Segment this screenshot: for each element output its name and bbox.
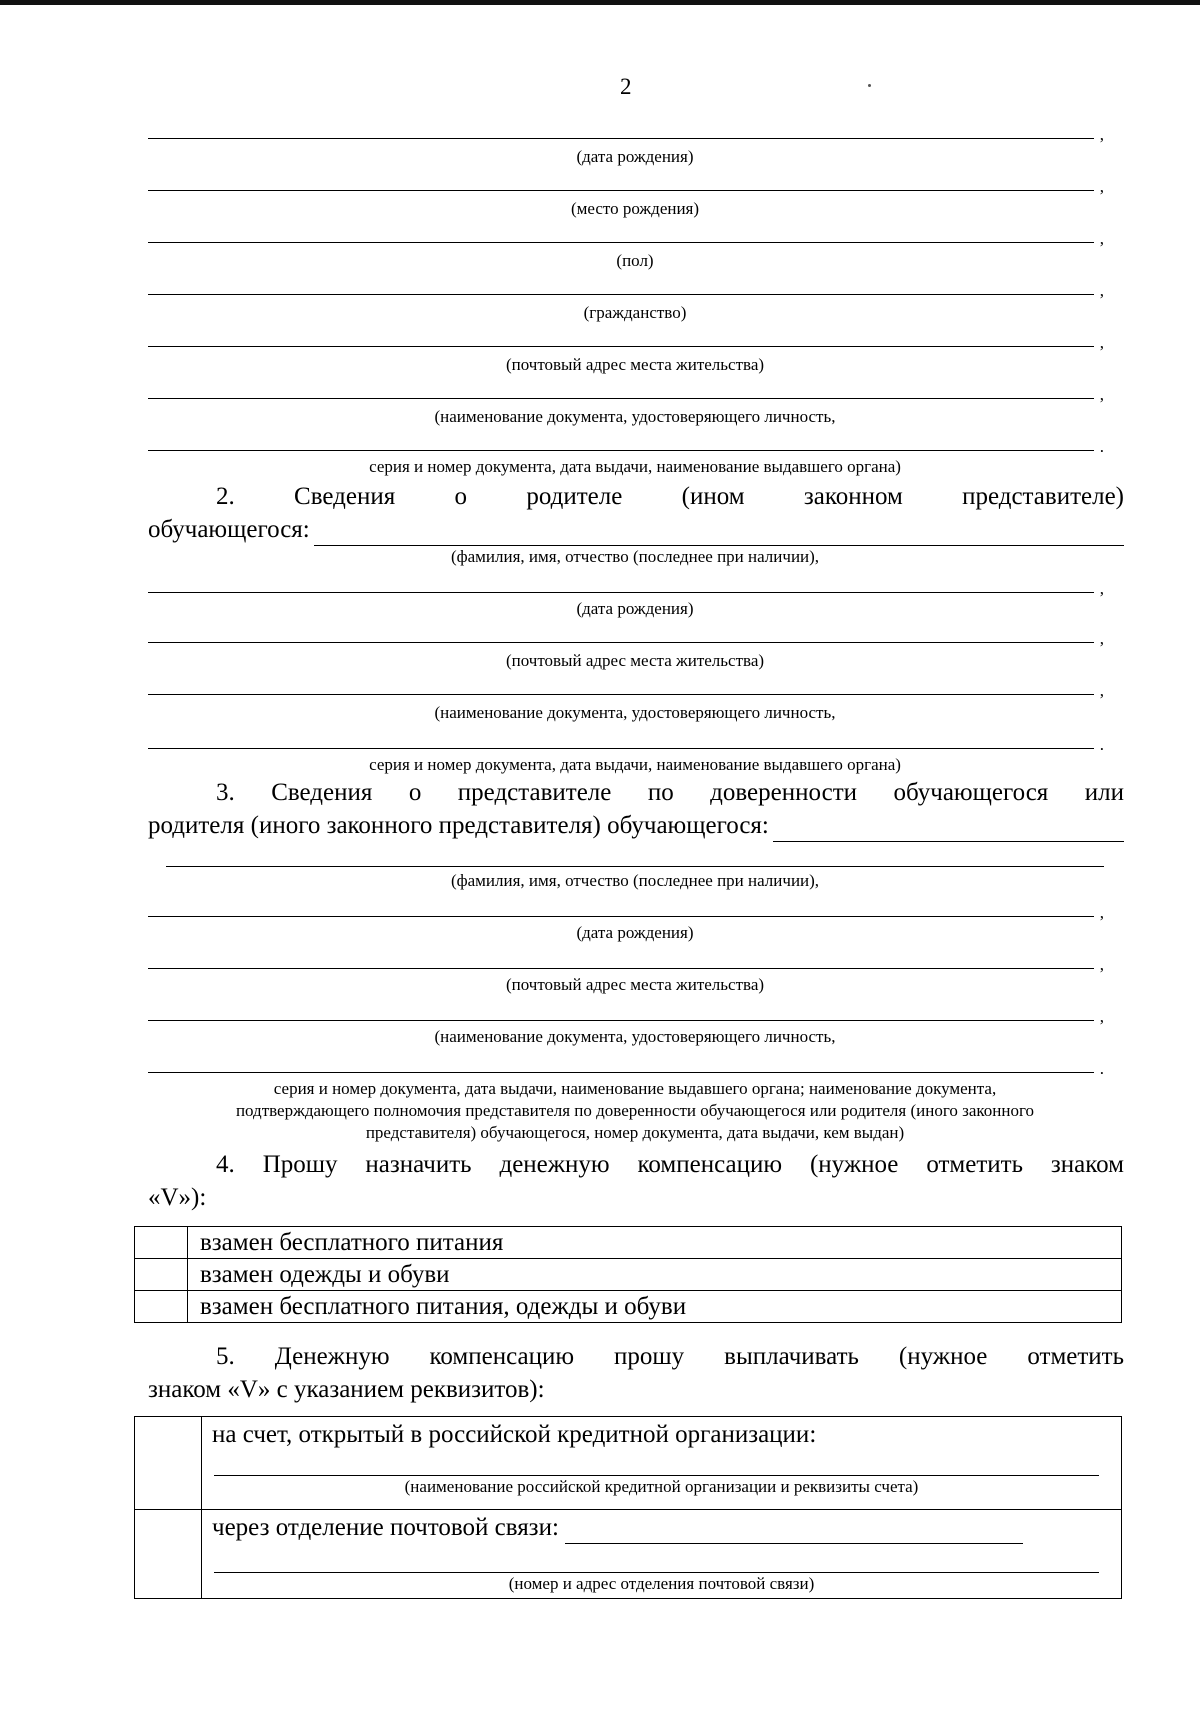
representative-authority-caption: подтверждающего полномочия представителя по доверенности обучающегося или родителя (иного законного — [235, 1101, 1035, 1120]
id-details-caption: серия и номер документа, дата выдачи, наименование выдавшего органа) — [369, 457, 901, 476]
parent-id-document-caption: (наименование документа, удостоверяющего личность, — [434, 703, 836, 722]
compensation-option-label: взамен бесплатного питания, одежды и обуви — [188, 1291, 1122, 1323]
compensation-option-label: взамен одежды и обуви — [188, 1259, 1122, 1291]
representative-id-document-field[interactable]: , — [148, 994, 1094, 1021]
representative-authority-caption-2: представителя) обучающегося, номер документа, дата выдачи, кем выдан) — [365, 1123, 905, 1142]
payment-method-table — [134, 1416, 1122, 1599]
representative-address-caption: (почтовый адрес места жительства) — [505, 975, 765, 994]
bank-details-caption: (наименование российской кредитной организации и реквизиты счета) — [404, 1477, 919, 1496]
post-office-field-start[interactable] — [565, 1521, 1023, 1544]
parent-address-caption: (почтовый адрес места жительства) — [505, 651, 765, 670]
representative-id-document-caption: (наименование документа, удостоверяющего личность, — [434, 1027, 836, 1046]
payment-bank-checkbox[interactable] — [135, 1417, 202, 1510]
representative-address-field[interactable]: , — [148, 942, 1094, 969]
id-document-caption: (наименование документа, удостоверяющего личность, — [434, 407, 836, 426]
id-details-field[interactable]: . — [148, 424, 1094, 451]
sex-caption: (пол) — [616, 251, 654, 270]
payment-post-label: через отделение почтовой связи: — [202, 1510, 1121, 1544]
compensation-option-row — [135, 1259, 1122, 1291]
section-4-heading: 4. Прошу назначить денежную компенсацию (нужное отметить знаком «V»): — [148, 1151, 1124, 1211]
section-5-heading: 5. Денежную компенсацию прошу выплачивать (нужное отметить знаком «V» с указанием реквизитов): — [148, 1343, 1124, 1403]
representative-id-details-caption: серия и номер документа, дата выдачи, наименование выдавшего органа; наименование документа, — [273, 1079, 997, 1098]
compensation-option-checkbox[interactable] — [135, 1227, 188, 1259]
representative-id-details-field[interactable]: . — [148, 1046, 1094, 1073]
parent-id-details-field[interactable]: . — [148, 722, 1094, 749]
birth-place-caption: (место рождения) — [570, 199, 700, 218]
birth-place-field[interactable]: , — [148, 164, 1094, 191]
sex-field[interactable]: , — [148, 216, 1094, 243]
parent-id-details-caption: серия и номер документа, дата выдачи, наименование выдавшего органа) — [369, 755, 901, 774]
top-border — [0, 0, 1200, 5]
page-number: 2 — [620, 74, 632, 99]
scan-speck — [868, 84, 871, 87]
compensation-option-checkbox[interactable] — [135, 1259, 188, 1291]
parent-name-field[interactable] — [314, 519, 1124, 546]
citizenship-caption: (гражданство) — [583, 303, 687, 322]
representative-name-field-start[interactable] — [773, 815, 1124, 842]
bank-details-field[interactable] — [214, 1455, 1099, 1476]
payment-bank-label: на счет, открытый в российской кредитной организации: — [212, 1421, 817, 1448]
compensation-option-label: взамен бесплатного питания — [188, 1227, 1122, 1259]
parent-address-field[interactable]: , — [148, 616, 1094, 643]
parent-birth-date-caption: (дата рождения) — [576, 599, 694, 618]
address-caption: (почтовый адрес места жительства) — [505, 355, 765, 374]
section-2-heading: 2. Сведения о родителе (ином законном представителе) обучающегося: — [148, 480, 1124, 546]
birth-date-field[interactable]: , — [148, 112, 1094, 139]
compensation-option-row — [135, 1227, 1122, 1259]
compensation-options-table — [134, 1226, 1122, 1323]
compensation-option-checkbox[interactable] — [135, 1291, 188, 1323]
id-document-field[interactable]: , — [148, 372, 1094, 399]
post-office-field[interactable] — [214, 1548, 1099, 1573]
citizenship-field[interactable]: , — [148, 268, 1094, 295]
parent-birth-date-field[interactable]: , — [148, 566, 1094, 593]
representative-birth-date-caption: (дата рождения) — [576, 923, 694, 942]
representative-name-caption: (фамилия, имя, отчество (последнее при наличии), — [450, 871, 820, 890]
representative-name-field[interactable] — [166, 840, 1104, 867]
compensation-option-row — [135, 1291, 1122, 1323]
representative-birth-date-field[interactable]: , — [148, 890, 1094, 917]
post-office-caption: (номер и адрес отделения почтовой связи) — [508, 1574, 815, 1593]
address-field[interactable]: , — [148, 320, 1094, 347]
payment-bank-row — [135, 1417, 1122, 1510]
birth-date-caption: (дата рождения) — [576, 147, 694, 166]
payment-post-row — [135, 1510, 1122, 1599]
parent-id-document-field[interactable]: , — [148, 668, 1094, 695]
parent-name-caption: (фамилия, имя, отчество (последнее при наличии), — [450, 547, 820, 566]
section-3-heading: 3. Сведения о представителе по доверенности обучающегося или родителя (иного законного представителя) обучающегося: — [148, 776, 1124, 842]
payment-post-checkbox[interactable] — [135, 1510, 202, 1599]
